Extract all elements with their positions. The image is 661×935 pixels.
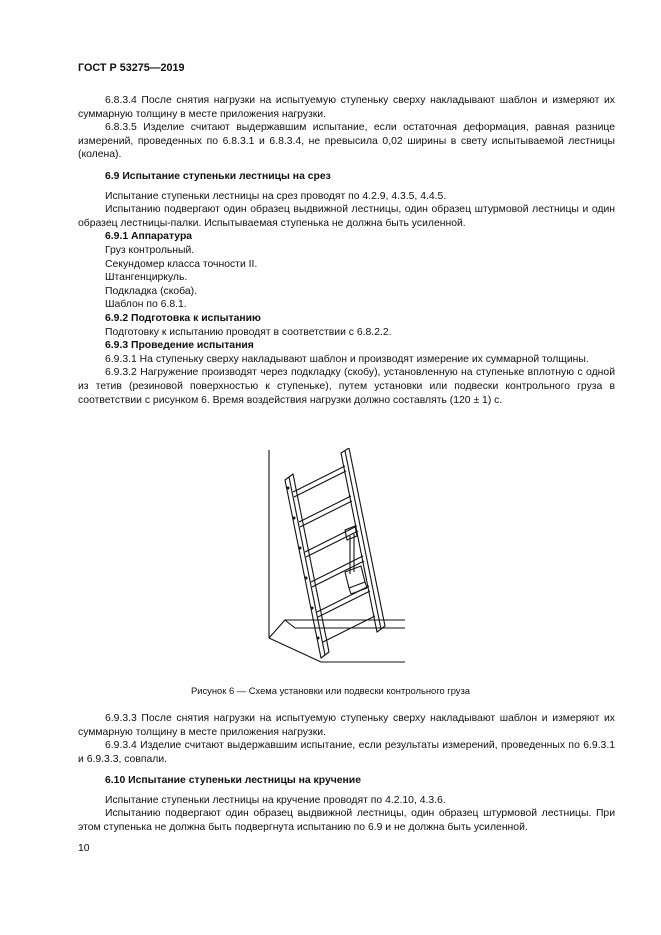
section-6-10-title: 6.10 Испытание ступеньки лестницы на кручение xyxy=(105,775,361,786)
prep-text: Подготовку к испытанию проводят в соответствии с 6.8.2.2. xyxy=(105,326,392,338)
ladder-load-figure xyxy=(255,448,405,678)
section-6-10 xyxy=(78,774,615,834)
paragraph-6-10-2: Испытанию подвергают один образец выдвижной лестницы, один образец штурмовой лестницы. При этом ступенька не должна быть подвергнута испытанию по 6.9 и не должна быть усиленной. xyxy=(78,808,615,833)
paragraph-6-8-3-4: 6.8.3.4 После снятия нагрузки на испытуемую ступеньку сверху накладывают шаблон и измеряют их суммарную толщину в месте приложения нагрузки. xyxy=(78,95,615,120)
paragraph-intro-1: Испытание ступеньки лестницы на срез проводят по 4.2.9, 4.3.5, 4.4.5. xyxy=(105,190,447,202)
page-number: 10 xyxy=(78,843,90,854)
apparatus-item: Подкладка (скоба). xyxy=(105,285,198,297)
text-block-bottom xyxy=(78,712,615,766)
paragraph-6-8-3-5: 6.8.3.5 Изделие считают выдержавшим испытание, если остаточная деформация, равная разнице измерений, проведенных по 6.8.3.1 и 6.8.3.4, не превысила 0,02 ширины в свету испытываемой лестницы (колена). xyxy=(78,122,615,161)
apparatus-item: Груз контрольный. xyxy=(105,244,195,256)
paragraph-6-9-3-4: 6.9.3.4 Изделие считают выдержавшим испытание, если результаты измерений, проведенных по 6.9.3.1 и 6.9.3.3, совпали. xyxy=(78,740,615,765)
paragraph-6-9-3-2: 6.9.3.2 Нагружение производят через подкладку (скобу), установленную на ступеньке вплотную с одной из тетив (резиновой поверхностью к ступеньке), путем установки или подвески контрольного груза в соответствии с рисунком 6. Время воздействия нагрузки должно составлять (120 ± 1) с. xyxy=(78,367,615,406)
apparatus-item: Шаблон по 6.8.1. xyxy=(105,299,187,311)
subsection-conduct-title: 6.9.3 Проведение испытания xyxy=(105,340,254,352)
subsection-prep-title: 6.9.2 Подготовка к испытанию xyxy=(105,312,261,324)
apparatus-item: Секундомер класса точности II. xyxy=(105,258,258,270)
paragraph-intro-2: Испытанию подвергают один образец выдвижной лестницы, один образец штурмовой лестницы и один образец лестницы-палки. Испытываемая ступенька не должна быть усиленной. xyxy=(78,204,615,229)
paragraph-6-9-3-1: 6.9.3.1 На ступеньку сверху накладывают шаблон и производят измерение их суммарной толщины. xyxy=(105,353,589,365)
figure-caption: Рисунок 6 — Схема установки или подвески контрольного груза xyxy=(190,685,471,696)
document-header: ГОСТ Р 53275—2019 xyxy=(78,62,185,74)
subsection-apparatus-title: 6.9.1 Аппаратура xyxy=(105,231,193,243)
section-6-9 xyxy=(78,170,615,407)
text-block-top xyxy=(78,94,615,162)
paragraph-6-10-1: Испытание ступеньки лестницы на кручение проводят по 4.2.10, 4.3.6. xyxy=(105,794,446,806)
apparatus-item: Штангенциркуль. xyxy=(105,272,188,284)
paragraph-6-9-3-3: 6.9.3.3 После снятия нагрузки на испытуемую ступеньку сверху накладывают шаблон и измеряют их суммарную толщину в месте приложения нагрузки. xyxy=(78,713,615,738)
section-6-9-title: 6.9 Испытание ступеньки лестницы на срез xyxy=(105,171,331,182)
